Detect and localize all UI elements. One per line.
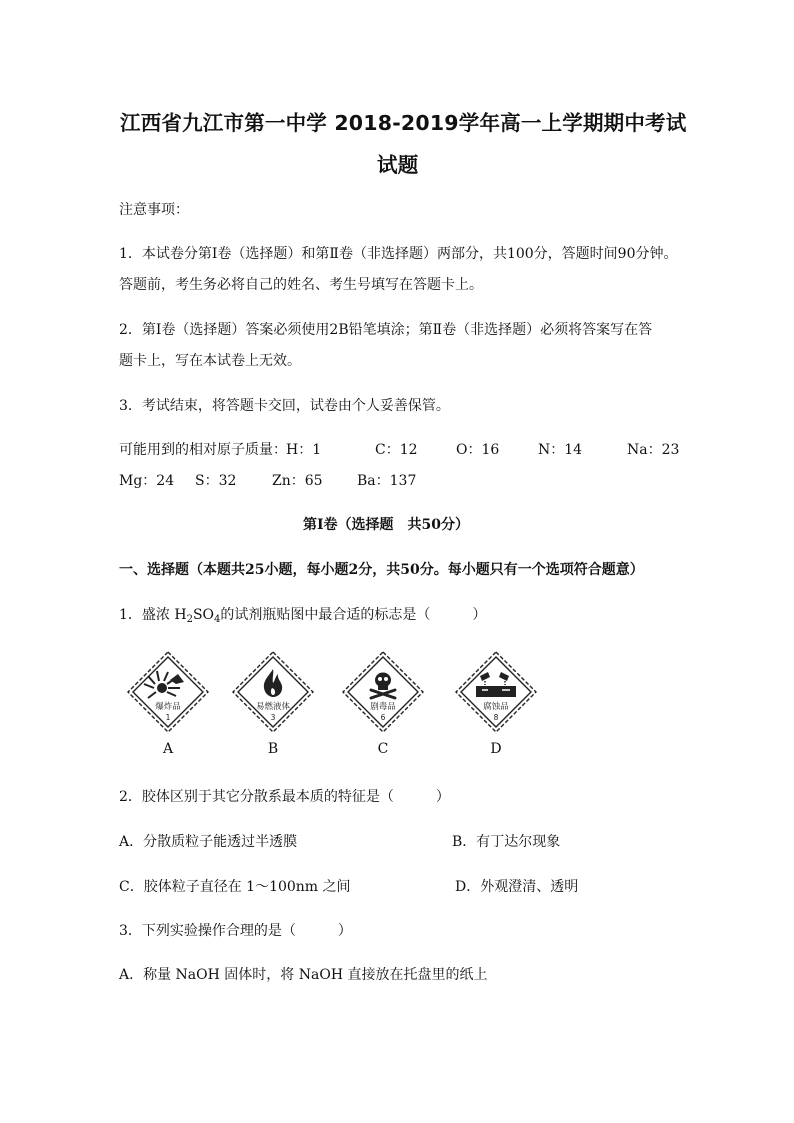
atomic-mass-h: H：1 [286,442,322,458]
atomic-mass-c: C：12 [375,442,418,458]
question-2-stem: 2．胶体区别于其它分散系最本质的特征是（ ） [119,789,450,805]
q1-sub-4: 4 [214,614,221,625]
sign-c-number: 6 [380,713,386,722]
sign-b-letter: B [267,741,279,757]
sign-d-number: 8 [493,713,499,722]
question-2-option-c: C．胶体粒子直径在 1～100nm 之间 [119,879,351,895]
q1-prefix: 1．盛浓 H [119,607,187,623]
question-1-stem [119,605,486,625]
sign-c-letter: C [377,741,389,757]
notes-item-2-line-1: 2．第Ⅰ卷（选择题）答案必须使用2B铅笔填涂；第Ⅱ卷（非选择题）必须将答案写在答 [119,322,653,338]
sign-b-label: 易燃液体 [255,702,291,712]
hazard-sign-a [126,650,210,734]
sign-c-label: 剧毒品 [370,702,396,712]
hazard-sign-b [231,650,315,734]
sign-a-label: 爆炸品 [155,702,181,712]
document-title-line1: 江西省九江市第一中学 2018-2019学年高一上学期期中考试 [120,111,687,135]
notes-item-1-line-2: 答题前，考生务必将自己的姓名、考生号填写在答题卡上。 [119,277,483,293]
document-title-line2: 试题 [377,153,419,177]
section-title: 第Ⅰ卷（选择题 共50分） [303,517,470,533]
sign-d-label: 腐蚀品 [483,702,509,712]
flame-icon [264,669,282,697]
atomic-mass-o: O：16 [456,442,500,458]
atomic-masses-label: 可能用到的相对原子质量： [119,442,287,458]
question-3-stem: 3．下列实验操作合理的是（ ） [119,923,352,939]
q1-mid: SO [192,607,215,623]
corrosive-icon [476,672,516,697]
hazard-sign-d [454,650,538,734]
atomic-mass-n: N：14 [538,442,583,458]
notes-heading: 注意事项： [119,202,189,218]
part-heading: 一、选择题（本题共25小题，每小题2分，共50分。每小题只有一个选项符合题意） [119,562,644,578]
q1-sub-2: 2 [186,614,193,625]
question-2-option-a: A．分散质粒子能透过半透膜 [119,834,298,850]
question-2-option-b: B．有丁达尔现象 [452,834,561,850]
skull-crossbones-icon [371,673,395,699]
atomic-mass-s: S：32 [195,473,237,489]
atomic-mass-na: Na：23 [627,442,680,458]
sign-b-number: 3 [270,713,276,722]
q1-suffix: 的试剂瓶贴图中最合适的标志是（ ） [220,607,487,623]
notes-item-1-line-1: 1．本试卷分第Ⅰ卷（选择题）和第Ⅱ卷（非选择题）两部分，共100分，答题时间90分钟。 [119,246,678,262]
hazard-sign-c [341,650,425,734]
sign-a-number: 1 [165,713,171,722]
notes-item-3: 3．考试结束，将答题卡交回，试卷由个人妥善保管。 [119,398,450,414]
atomic-mass-zn: Zn：65 [272,473,323,489]
question-3-option-a: A．称量 NaOH 固体时，将 NaOH 直接放在托盘里的纸上 [119,967,488,983]
sign-d-letter: D [490,741,502,757]
question-2-option-d: D．外观澄清、透明 [455,879,579,895]
sign-a-letter: A [162,741,174,757]
atomic-mass-ba: Ba：137 [357,473,417,489]
notes-item-2-line-2: 题卡上，写在本试卷上无效。 [119,353,301,369]
atomic-mass-mg: Mg：24 [119,473,175,489]
